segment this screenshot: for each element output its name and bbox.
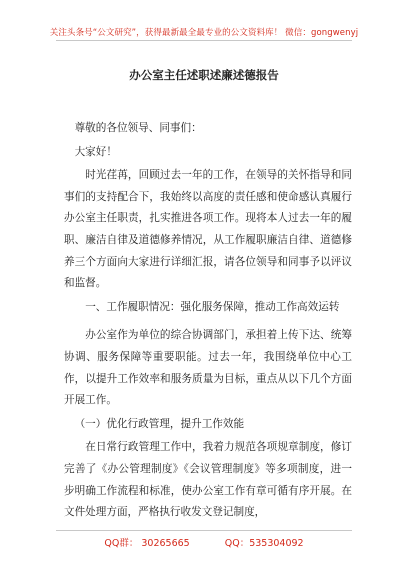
paragraph-office-role: 办公室作为单位的综合协调部门，承担着上传下达、统筹协调、服务保障等重要职能。过去一年，我围绕单位中心工作，以提升工作效率和服务质量为目标，重点从以下几个方面开展工作。 <box>64 329 352 407</box>
footer-divider <box>56 530 352 531</box>
footer-contact <box>0 535 408 549</box>
header-divider <box>56 40 352 41</box>
paragraph-admin-management: 在日常行政管理工作中，我着力规范各项规章制度，修订完善了《办公管理制度》《会议管理制度》等多项制度，进一步明确工作流程和标准，使办公室工作有章可循有序开展。在文件处理方面，严格执行收发文登记制度， <box>64 441 352 519</box>
header-banner: 关注头条号“公文研究”，获得最新最全最专业的公文资料库！ 微信：gongwenyj <box>49 28 359 38</box>
subsection-heading-1: （一）优化行政管理，提升工作效能 <box>74 417 245 430</box>
footer-qq: QQ：535304092 <box>224 538 304 549</box>
section-heading-1: 一、工作履职情况：强化服务保障，推动工作高效运转 <box>85 300 340 313</box>
footer-qq-group: QQ群： 30265665 <box>104 538 190 549</box>
greeting: 大家好！ <box>74 145 117 158</box>
paragraph-intro: 时光荏苒，回顾过去一年的工作，在领导的关怀指导和同事们的支持配合下，我始终以高度的责任感和使命感认真履行办公室主任职责，扎实推进各项工作。现将本人过去一年的履职、廉洁自律及道德修养情况，从工作履职廉洁自律、道德修养三个方面向大家进行详细汇报，请各位领导和同事予以评议和监督。 <box>64 169 352 290</box>
salutation: 尊敬的各位领导、同事们： <box>74 122 202 134</box>
document-body <box>64 118 352 524</box>
document-title: 办公室主任述职述廉述德报告 <box>129 68 279 82</box>
